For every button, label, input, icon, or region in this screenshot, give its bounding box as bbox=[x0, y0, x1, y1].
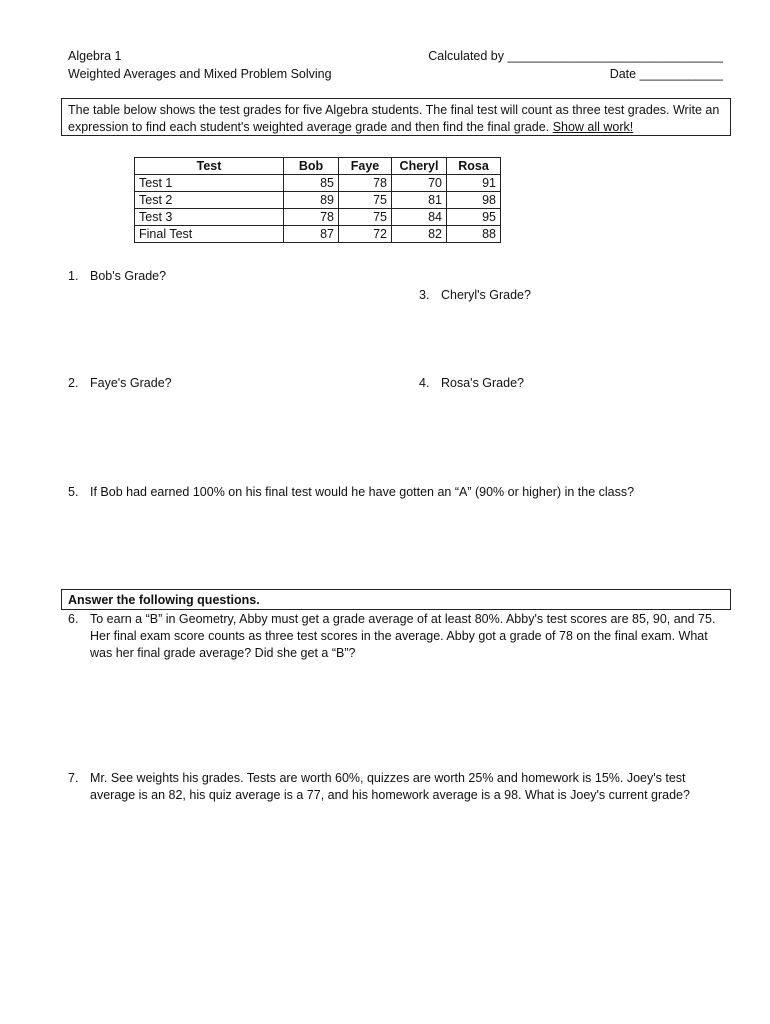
header-faye: Faye bbox=[339, 158, 392, 175]
table-row bbox=[135, 192, 501, 209]
cell-rosa: 98 bbox=[447, 192, 501, 209]
cell-bob: 85 bbox=[284, 175, 339, 192]
worksheet-subtitle: Weighted Averages and Mixed Problem Solving bbox=[68, 67, 332, 81]
cell-faye: 72 bbox=[339, 226, 392, 243]
calculated-by-field: Calculated by _______________________________ bbox=[428, 49, 723, 63]
question-number: 6. bbox=[68, 612, 79, 626]
question-7 bbox=[68, 770, 690, 804]
row-label: Test 3 bbox=[135, 209, 284, 226]
question-3 bbox=[419, 287, 531, 304]
question-2 bbox=[68, 375, 172, 392]
cell-bob: 89 bbox=[284, 192, 339, 209]
header-rosa: Rosa bbox=[447, 158, 501, 175]
cell-cheryl: 70 bbox=[392, 175, 447, 192]
instructions-text: The table below shows the test grades for five Algebra students. The final test will count as three test grades. Write an expression to find each student's weighted average grade and then find the final grade. bbox=[68, 103, 720, 134]
question-text: Bob's Grade? bbox=[90, 269, 167, 283]
question-number: 5. bbox=[68, 485, 79, 499]
question-6 bbox=[68, 611, 715, 662]
question-text-line: To earn a “B” in Geometry, Abby must get a grade average of at least 80%. Abby's test scores are 85, 90, and 75. bbox=[90, 612, 716, 626]
question-text-line: Her final exam score counts as three test scores in the average. Abby got a grade of 78 on the final exam. What bbox=[90, 629, 708, 643]
row-label: Test 1 bbox=[135, 175, 284, 192]
question-text-line: average is an 82, his quiz average is a 77, and his homework average is a 98. What is Joey's current grade? bbox=[90, 788, 690, 802]
row-label: Final Test bbox=[135, 226, 284, 243]
cell-cheryl: 81 bbox=[392, 192, 447, 209]
header-left bbox=[68, 47, 332, 83]
row-label: Test 2 bbox=[135, 192, 284, 209]
question-1 bbox=[68, 268, 166, 285]
cell-bob: 87 bbox=[284, 226, 339, 243]
cell-rosa: 88 bbox=[447, 226, 501, 243]
question-4 bbox=[419, 375, 524, 392]
question-text: If Bob had earned 100% on his final test would he have gotten an “A” (90% or higher) in the class? bbox=[90, 485, 635, 499]
table-row bbox=[135, 209, 501, 226]
table-header-row bbox=[135, 158, 501, 175]
header-test: Test bbox=[135, 158, 284, 175]
cell-rosa: 91 bbox=[447, 175, 501, 192]
section-heading-box bbox=[61, 589, 731, 610]
question-text: Cheryl's Grade? bbox=[441, 288, 531, 302]
question-text: Faye's Grade? bbox=[90, 376, 172, 390]
question-number: 4. bbox=[419, 376, 430, 390]
question-number: 7. bbox=[68, 771, 79, 785]
section-heading: Answer the following questions. bbox=[68, 593, 260, 607]
question-5 bbox=[68, 484, 634, 501]
header-cheryl: Cheryl bbox=[392, 158, 447, 175]
table-row bbox=[135, 226, 501, 243]
question-number: 1. bbox=[68, 269, 79, 283]
cell-rosa: 95 bbox=[447, 209, 501, 226]
date-field: Date ____________ bbox=[609, 67, 723, 81]
cell-cheryl: 84 bbox=[392, 209, 447, 226]
cell-cheryl: 82 bbox=[392, 226, 447, 243]
instructions-box bbox=[61, 98, 731, 136]
grades-table bbox=[134, 157, 501, 243]
question-number: 3. bbox=[419, 288, 430, 302]
cell-faye: 78 bbox=[339, 175, 392, 192]
question-number: 2. bbox=[68, 376, 79, 390]
cell-bob: 78 bbox=[284, 209, 339, 226]
show-work-note: Show all work! bbox=[552, 120, 634, 134]
table-row bbox=[135, 175, 501, 192]
header-right bbox=[428, 47, 723, 83]
question-text-line: was her final grade average? Did she get a “B”? bbox=[90, 646, 356, 660]
cell-faye: 75 bbox=[339, 192, 392, 209]
header-bob: Bob bbox=[284, 158, 339, 175]
cell-faye: 75 bbox=[339, 209, 392, 226]
question-text-line: Mr. See weights his grades. Tests are worth 60%, quizzes are worth 25% and homework is 15%. Joey's test bbox=[90, 771, 686, 785]
question-text: Rosa's Grade? bbox=[441, 376, 524, 390]
course-title: Algebra 1 bbox=[68, 49, 122, 63]
